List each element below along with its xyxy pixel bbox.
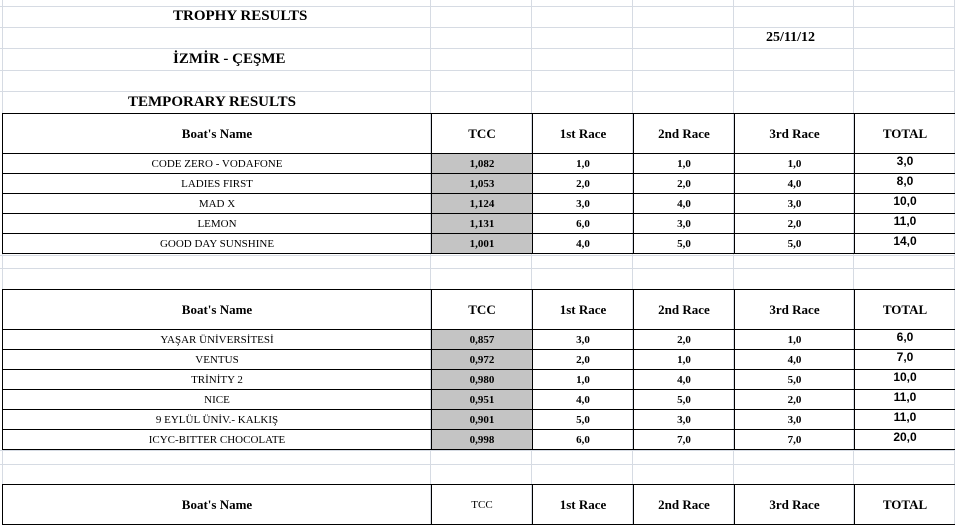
- race-3-score: 5,0: [735, 370, 855, 390]
- boat-name: MAD X: [3, 194, 432, 214]
- total-score: 11,0: [855, 390, 955, 410]
- race-2-score: 1,0: [634, 350, 735, 370]
- boat-name: NICE: [3, 390, 432, 410]
- total-score: 7,0: [855, 350, 955, 370]
- results-table-2: [2, 289, 955, 450]
- race-3-score: 2,0: [735, 390, 855, 410]
- tcc-value: 0,901: [432, 410, 533, 430]
- race-3-score: 3,0: [735, 410, 855, 430]
- tcc-value: 1,131: [432, 214, 533, 234]
- table-row: [3, 174, 955, 194]
- total-score: 10,0: [855, 370, 955, 390]
- total-score: 10,0: [855, 194, 955, 214]
- race-1-score: 4,0: [533, 390, 634, 410]
- table-header: [3, 114, 955, 154]
- col-header-race-1: 1st Race: [533, 114, 634, 154]
- race-1-score: 3,0: [533, 194, 634, 214]
- race-1-score: 1,0: [533, 154, 634, 174]
- table-row: [3, 330, 955, 350]
- table-row: [3, 194, 955, 214]
- race-3-score: 1,0: [735, 154, 855, 174]
- race-1-score: 2,0: [533, 174, 634, 194]
- col-header-race-1: 1st Race: [533, 290, 634, 330]
- col-header-race-3: 3rd Race: [735, 114, 855, 154]
- race-1-score: 6,0: [533, 430, 634, 450]
- results-table-1: [2, 113, 955, 254]
- race-2-score: 1,0: [634, 154, 735, 174]
- race-3-score: 1,0: [735, 330, 855, 350]
- boat-name: 9 EYLÜL ÜNİV.- KALKIŞ: [3, 410, 432, 430]
- race-3-score: 2,0: [735, 214, 855, 234]
- boat-name: TRİNİTY 2: [3, 370, 432, 390]
- tcc-value: 0,951: [432, 390, 533, 410]
- tcc-value: 1,124: [432, 194, 533, 214]
- col-header-boat-name: Boat's Name: [3, 485, 432, 525]
- table-row: [3, 410, 955, 430]
- col-header-tcc: TCC: [432, 290, 533, 330]
- total-score: 8,0: [855, 174, 955, 194]
- col-header-boat-name: Boat's Name: [3, 114, 432, 154]
- report-location: İZMİR - ÇEŞME: [173, 51, 286, 67]
- table-row: [3, 214, 955, 234]
- table-row: [3, 390, 955, 410]
- report-date: 25/11/12: [766, 30, 816, 45]
- table-row: [3, 350, 955, 370]
- race-2-score: 3,0: [634, 214, 735, 234]
- col-header-race-1: 1st Race: [533, 485, 634, 525]
- col-header-tcc: TCC: [432, 485, 533, 525]
- race-1-score: 2,0: [533, 350, 634, 370]
- table-header: [3, 485, 955, 525]
- results-table-3: [2, 484, 955, 525]
- tcc-value: 0,998: [432, 430, 533, 450]
- boat-name: YAŞAR ÜNİVERSİTESİ: [3, 330, 432, 350]
- race-1-score: 3,0: [533, 330, 634, 350]
- total-score: 11,0: [855, 214, 955, 234]
- table-row: [3, 430, 955, 450]
- col-header-race-3: 3rd Race: [735, 290, 855, 330]
- race-2-score: 3,0: [634, 410, 735, 430]
- tcc-value: 1,001: [432, 234, 533, 254]
- boat-name: ICYC-BITTER CHOCOLATE: [3, 430, 432, 450]
- race-2-score: 5,0: [634, 390, 735, 410]
- table-row: [3, 234, 955, 254]
- col-header-boat-name: Boat's Name: [3, 290, 432, 330]
- col-header-total: TOTAL: [855, 290, 955, 330]
- col-header-tcc: TCC: [432, 114, 533, 154]
- table-header: [3, 290, 955, 330]
- col-header-race-3: 3rd Race: [735, 485, 855, 525]
- race-1-score: 4,0: [533, 234, 634, 254]
- race-3-score: 4,0: [735, 350, 855, 370]
- col-header-race-2: 2nd Race: [634, 485, 735, 525]
- boat-name: VENTUS: [3, 350, 432, 370]
- race-2-score: 7,0: [634, 430, 735, 450]
- race-2-score: 5,0: [634, 234, 735, 254]
- total-score: 20,0: [855, 430, 955, 450]
- table-row: [3, 154, 955, 174]
- report-subtitle: TEMPORARY RESULTS: [128, 94, 296, 110]
- tcc-value: 0,972: [432, 350, 533, 370]
- tcc-value: 1,082: [432, 154, 533, 174]
- boat-name: CODE ZERO - VODAFONE: [3, 154, 432, 174]
- total-score: 11,0: [855, 410, 955, 430]
- boat-name: LEMON: [3, 214, 432, 234]
- total-score: 3,0: [855, 154, 955, 174]
- total-score: 6,0: [855, 330, 955, 350]
- race-1-score: 5,0: [533, 410, 634, 430]
- report-title: TROPHY RESULTS: [173, 8, 308, 24]
- tcc-value: 1,053: [432, 174, 533, 194]
- race-1-score: 1,0: [533, 370, 634, 390]
- race-2-score: 2,0: [634, 330, 735, 350]
- race-3-score: 3,0: [735, 194, 855, 214]
- race-3-score: 5,0: [735, 234, 855, 254]
- race-2-score: 4,0: [634, 194, 735, 214]
- race-3-score: 4,0: [735, 174, 855, 194]
- race-1-score: 6,0: [533, 214, 634, 234]
- tcc-value: 0,980: [432, 370, 533, 390]
- race-3-score: 7,0: [735, 430, 855, 450]
- race-2-score: 4,0: [634, 370, 735, 390]
- total-score: 14,0: [855, 234, 955, 254]
- col-header-race-2: 2nd Race: [634, 290, 735, 330]
- col-header-race-2: 2nd Race: [634, 114, 735, 154]
- boat-name: GOOD DAY SUNSHINE: [3, 234, 432, 254]
- race-2-score: 2,0: [634, 174, 735, 194]
- table-row: [3, 370, 955, 390]
- col-header-total: TOTAL: [855, 114, 955, 154]
- boat-name: LADIES FIRST: [3, 174, 432, 194]
- col-header-total: TOTAL: [855, 485, 955, 525]
- tcc-value: 0,857: [432, 330, 533, 350]
